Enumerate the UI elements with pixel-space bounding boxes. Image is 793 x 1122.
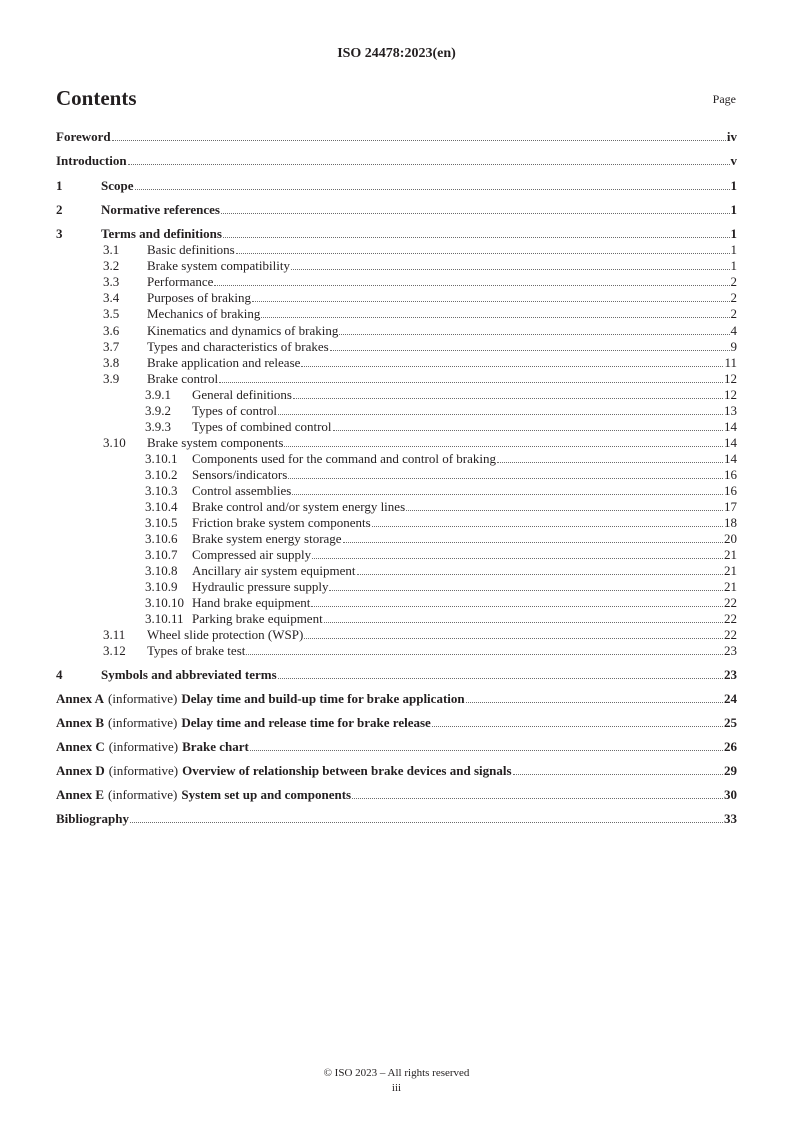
toc-entry-title: Ancillary air system equipment: [192, 563, 356, 578]
toc-entry-page: 1: [730, 226, 737, 241]
toc-entry-number: 3.1: [103, 242, 120, 257]
toc-entry-page: 2: [730, 306, 737, 321]
toc-entry-number: 3.10.8: [145, 563, 178, 578]
toc-entry-title: Brake control: [147, 371, 219, 386]
toc-entry[interactable]: [56, 762, 737, 778]
toc-entry[interactable]: [145, 450, 737, 466]
dot-leader: [339, 333, 729, 335]
toc-entry-title: Mechanics of braking: [147, 306, 261, 321]
toc-entry[interactable]: [145, 386, 737, 402]
page-column-label: Page: [712, 92, 736, 106]
toc-entry-title: Overview of relationship between brake devices and signals: [182, 763, 512, 778]
toc-entry-number: 3.10.10: [145, 595, 184, 610]
annex-type: (informative): [108, 787, 178, 802]
dot-leader: [352, 797, 723, 799]
toc-entry-page: 30: [724, 787, 737, 802]
toc-entry-number: 3.8: [103, 355, 120, 370]
dot-leader: [312, 557, 723, 559]
toc-entry-page: 16: [724, 483, 737, 498]
dot-leader: [372, 525, 723, 527]
annex-type: (informative): [108, 691, 178, 706]
dot-leader: [513, 773, 723, 775]
dot-leader: [278, 677, 723, 679]
toc-entry-title: Friction brake system components: [192, 515, 371, 530]
toc-entry-title: Control assemblies: [192, 483, 292, 498]
toc-entry-number: 4: [56, 667, 63, 682]
toc-entry-page: 26: [724, 739, 737, 754]
annex-label: Annex A: [56, 691, 105, 706]
toc-entry[interactable]: [145, 546, 737, 562]
toc-entry-title: Components used for the command and control of braking: [192, 451, 496, 466]
toc-entry[interactable]: [145, 498, 737, 514]
toc-entry-title: Hydraulic pressure supply: [192, 579, 329, 594]
toc-entry-number: 3.4: [103, 290, 120, 305]
toc-entry-title: Basic definitions: [147, 242, 235, 257]
toc-entry-number: 3.10.11: [145, 611, 184, 626]
toc-entry-page: 22: [724, 627, 737, 642]
dot-leader: [291, 268, 730, 270]
copyright-notice: © ISO 2023 – All rights reserved: [323, 1067, 470, 1079]
toc-entry-page: 23: [724, 667, 737, 682]
toc-entry-number: 3.10: [103, 435, 126, 450]
dot-leader: [236, 252, 730, 254]
document-id-header: ISO 24478:2023(en): [337, 46, 456, 61]
toc-entry[interactable]: [103, 434, 737, 450]
dot-leader: [343, 541, 723, 543]
toc-entry-number: 3.5: [103, 306, 120, 321]
dot-leader: [432, 725, 723, 727]
toc-entry-page: 14: [724, 451, 737, 466]
toc-entry-page: 4: [730, 323, 737, 338]
toc-entry[interactable]: [103, 338, 737, 354]
dot-leader: [330, 349, 730, 351]
dot-leader: [252, 300, 730, 302]
toc-entry-title: Parking brake equipment: [192, 611, 323, 626]
toc-entry-page: 21: [724, 563, 737, 578]
toc-entry-page: 21: [724, 547, 737, 562]
toc-entry-page: 1: [730, 178, 737, 193]
toc-entry[interactable]: [56, 128, 737, 144]
toc-entry[interactable]: [145, 562, 737, 578]
toc-entry-page: 1: [730, 202, 737, 217]
page-footer: [0, 1066, 793, 1096]
annex-type: (informative): [108, 739, 179, 754]
toc-entry[interactable]: [56, 786, 737, 802]
toc-entry-number: 3.9: [103, 371, 120, 386]
dot-leader: [329, 589, 723, 591]
dot-leader: [292, 493, 723, 495]
toc-entry-page: 33: [724, 811, 737, 826]
dot-leader: [130, 821, 723, 823]
toc-entry-page: 24: [724, 691, 737, 706]
toc-entry-page: 13: [724, 403, 737, 418]
toc-entry-page: 12: [724, 371, 737, 386]
page-number: iii: [391, 1082, 402, 1094]
toc-entry-page: 1: [730, 242, 737, 257]
toc-entry-page: 22: [724, 611, 737, 626]
dot-leader: [284, 445, 723, 447]
toc-entry[interactable]: [56, 690, 737, 706]
dot-leader: [304, 637, 723, 639]
toc-entry-title: Brake chart: [182, 739, 249, 754]
toc-entry-number: 3.12: [103, 643, 126, 658]
toc-entry[interactable]: [103, 273, 737, 289]
toc-entry-page: 9: [730, 339, 737, 354]
dot-leader: [219, 381, 723, 383]
toc-entry-number: 3.10.5: [145, 515, 178, 530]
toc-entry-number: 3.9.1: [145, 387, 171, 402]
toc-entry[interactable]: [145, 418, 737, 434]
toc-entry-title: Delay time and release time for brake release: [181, 715, 431, 730]
dot-leader: [221, 212, 730, 214]
toc-entry-title: Brake system components: [147, 435, 284, 450]
toc-entry-page: 14: [724, 435, 737, 450]
toc-entry[interactable]: [103, 289, 737, 305]
toc-entry[interactable]: [56, 201, 737, 217]
toc-entry[interactable]: [103, 370, 737, 386]
toc-entry[interactable]: [56, 810, 737, 826]
dot-leader: [250, 749, 723, 751]
toc-entry[interactable]: [56, 714, 737, 730]
toc-entry-number: 2: [56, 202, 63, 217]
dot-leader: [311, 605, 723, 607]
toc-entry-number: 3.10.1: [145, 451, 178, 466]
dot-leader: [128, 163, 730, 165]
toc-entry[interactable]: [56, 152, 737, 168]
toc-entry-number: 3.10.6: [145, 531, 178, 546]
toc-entry-number: 3.9.2: [145, 403, 171, 418]
toc-entry-page: 22: [724, 595, 737, 610]
toc-entry-page: 2: [730, 274, 737, 289]
dot-leader: [112, 139, 726, 141]
dot-leader: [497, 461, 723, 463]
toc-entry-page: 29: [724, 763, 737, 778]
toc-entry[interactable]: [145, 402, 737, 418]
toc-entry[interactable]: [103, 241, 737, 257]
toc-entry[interactable]: [145, 514, 737, 530]
dot-leader: [288, 477, 723, 479]
toc-entry[interactable]: [145, 466, 737, 482]
dot-leader: [357, 573, 723, 575]
toc-entry-title: Brake system compatibility: [147, 258, 290, 273]
toc-entry-number: 3.10.4: [145, 499, 178, 514]
dot-leader: [278, 413, 723, 415]
annex-label: Annex C: [56, 739, 105, 754]
toc-entry-title: Brake control and/or system energy lines: [192, 499, 406, 514]
toc-entry-number: 3: [56, 226, 63, 241]
toc-entry-page: 18: [724, 515, 737, 530]
toc-entry[interactable]: [56, 177, 737, 193]
toc-entry-number: 3.10.9: [145, 579, 178, 594]
toc-entry[interactable]: [56, 738, 737, 754]
toc-entry-title: Types and characteristics of brakes: [147, 339, 329, 354]
dot-leader: [324, 621, 723, 623]
annex-type: (informative): [108, 763, 179, 778]
toc-entry-title: Foreword: [56, 129, 111, 144]
toc-entry-title: Sensors/indicators: [192, 467, 288, 482]
toc-entry[interactable]: [145, 610, 737, 626]
toc-entry-page: v: [730, 153, 737, 168]
toc-entry-title: Normative references: [101, 202, 220, 217]
dot-leader: [301, 365, 723, 367]
toc-entry-title: Terms and definitions: [101, 226, 222, 241]
toc-entry-title: Performance: [147, 274, 214, 289]
toc-entry-page: 25: [724, 715, 737, 730]
toc-entry-page: iv: [726, 129, 737, 144]
toc-entry-number: 3.10.3: [145, 483, 178, 498]
toc-entry-number: 3.10.2: [145, 467, 178, 482]
toc-entry-title: Scope: [101, 178, 134, 193]
toc-entry-number: 3.6: [103, 323, 120, 338]
toc-entry-title: Purposes of braking: [147, 290, 251, 305]
dot-leader: [293, 397, 723, 399]
toc-entry[interactable]: [103, 354, 737, 370]
toc-entry-title: Types of combined control: [192, 419, 332, 434]
toc-entry[interactable]: [145, 530, 737, 546]
toc-entry-number: 3.11: [103, 627, 126, 642]
toc-entry[interactable]: [56, 666, 737, 682]
toc-entry-page: 1: [730, 258, 737, 273]
dot-leader: [333, 429, 723, 431]
toc-entry-title: Introduction: [56, 153, 127, 168]
toc-entry-number: 3.9.3: [145, 419, 171, 434]
dot-leader: [135, 188, 730, 190]
toc-entry-title: Compressed air supply: [192, 547, 312, 562]
toc-entry-page: 23: [724, 643, 737, 658]
toc-entry-page: 14: [724, 419, 737, 434]
toc-entry[interactable]: [103, 257, 737, 273]
dot-leader: [261, 316, 729, 318]
toc-entry-page: 11: [724, 355, 737, 370]
toc-entry-number: 3.10.7: [145, 547, 178, 562]
annex-label: Annex D: [56, 763, 105, 778]
toc-entry[interactable]: [56, 225, 737, 241]
page-title: Contents: [56, 86, 137, 110]
annex-type: (informative): [108, 715, 178, 730]
toc-entry-number: 3.2: [103, 258, 120, 273]
toc-entry[interactable]: [145, 578, 737, 594]
toc-entry-title: Delay time and build-up time for brake application: [181, 691, 465, 706]
toc-entry-title: Kinematics and dynamics of braking: [147, 323, 339, 338]
toc-entry-title: Bibliography: [56, 811, 129, 826]
toc-entry-title: Types of brake test: [147, 643, 246, 658]
dot-leader: [223, 236, 730, 238]
toc-entry-title: Brake application and release: [147, 355, 301, 370]
toc-entry-page: 21: [724, 579, 737, 594]
toc-entry-title: Brake system energy storage: [192, 531, 342, 546]
toc-entry-title: Wheel slide protection (WSP): [147, 627, 304, 642]
toc-entry-title: Hand brake equipment: [192, 595, 311, 610]
toc-entry-number: 3.7: [103, 339, 120, 354]
toc-entry-title: Symbols and abbreviated terms: [101, 667, 277, 682]
toc-entry-title: System set up and components: [181, 787, 352, 802]
toc-entry[interactable]: [103, 642, 737, 658]
toc-entry[interactable]: [145, 482, 737, 498]
annex-label: Annex E: [56, 787, 105, 802]
toc-entry-page: 2: [730, 290, 737, 305]
dot-leader: [466, 701, 723, 703]
toc-entry-page: 12: [724, 387, 737, 402]
toc-entry[interactable]: [145, 594, 737, 610]
dot-leader: [246, 653, 723, 655]
toc-entry-page: 20: [724, 531, 737, 546]
toc-entry-title: General definitions: [192, 387, 292, 402]
dot-leader: [406, 509, 723, 511]
toc-entry-page: 17: [724, 499, 737, 514]
toc-entry[interactable]: [103, 305, 737, 321]
annex-label: Annex B: [56, 715, 105, 730]
toc-entry-page: 16: [724, 467, 737, 482]
toc-entry[interactable]: [103, 322, 737, 338]
toc-entry-number: 3.3: [103, 274, 120, 289]
toc-entry-number: 1: [56, 178, 63, 193]
toc-entry-title: Types of control: [192, 403, 278, 418]
dot-leader: [214, 284, 729, 286]
toc-entry[interactable]: [103, 626, 737, 642]
